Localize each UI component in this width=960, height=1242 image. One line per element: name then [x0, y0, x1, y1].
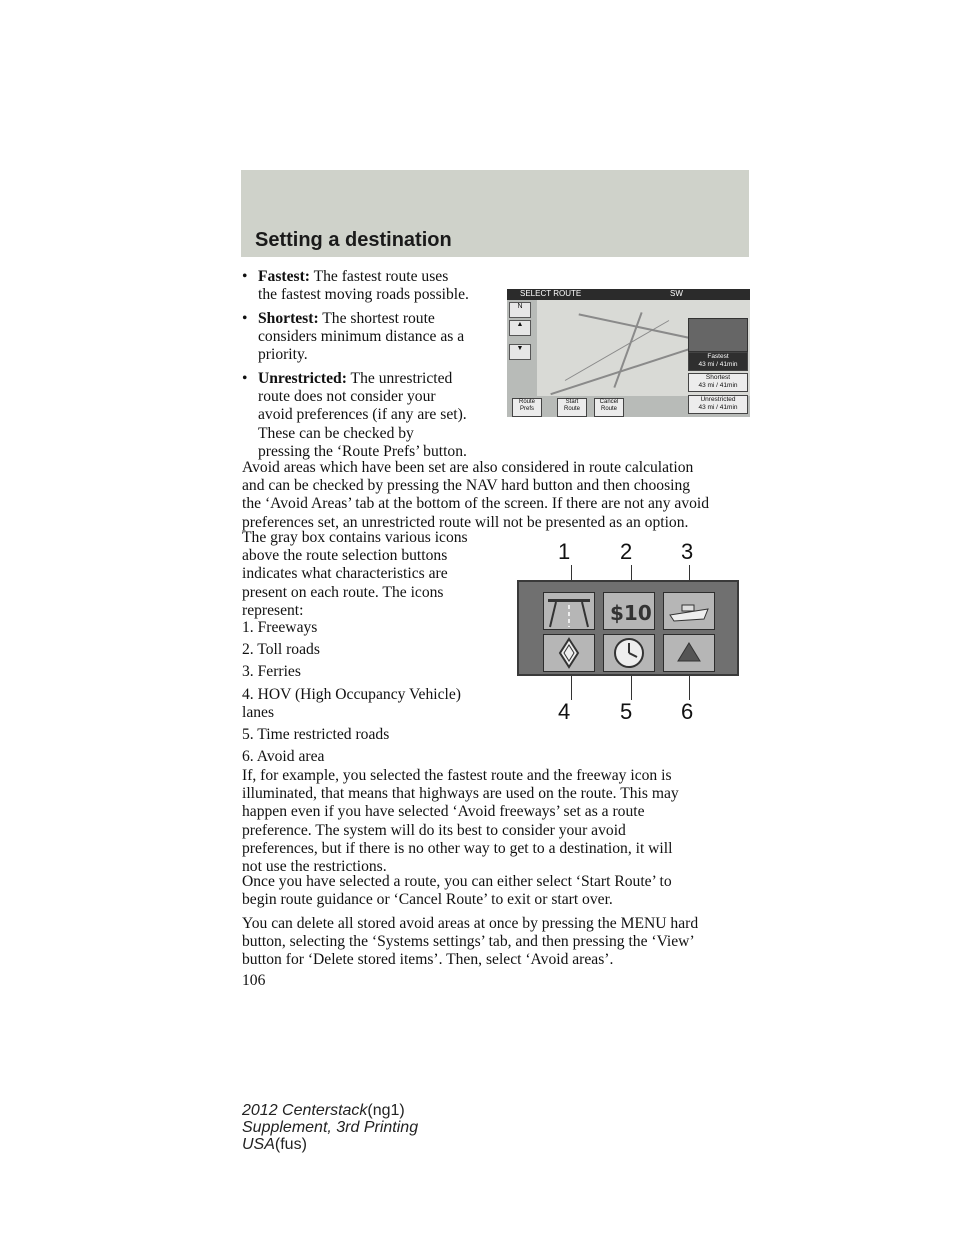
- time-restricted-icon: [603, 634, 655, 672]
- text-line: button, selecting the ‘Systems settings’ tab, and then pressing the ‘View’: [242, 933, 695, 951]
- list-item: 3. Ferries: [242, 663, 301, 681]
- list-item: 5. Time restricted roads: [242, 726, 390, 744]
- button-label: Prefs: [519, 406, 534, 412]
- select-route-screenshot: [507, 289, 750, 417]
- button-label: Cancel: [599, 399, 619, 405]
- callout-number: 6: [681, 699, 694, 724]
- hov-lane-icon: [543, 634, 595, 672]
- nav-heading: SW: [670, 289, 683, 298]
- section-title: Setting a destination: [255, 229, 452, 251]
- paragraph-gray-box: [242, 529, 504, 620]
- route-name: Fastest: [707, 353, 729, 360]
- text-line: You can delete all stored avoid areas at once by pressing the MENU hard: [242, 915, 699, 932]
- text-line: begin route guidance or ‘Cancel Route’ to exit or start over.: [242, 891, 613, 909]
- svg-text:$10: $10: [610, 601, 652, 625]
- text-line: represent:: [242, 601, 304, 619]
- route-name: Shortest: [705, 374, 731, 381]
- bullet-text: pressing the ‘Route Prefs’ button.: [258, 442, 467, 460]
- route-icons-figure: [517, 580, 739, 676]
- list-item: 1. Freeways: [242, 619, 318, 636]
- freeway-icon: [543, 592, 595, 630]
- text-line: Avoid areas which have been set are also considered in route calculation: [242, 459, 694, 476]
- paragraph-delete: [242, 915, 760, 970]
- bullet-text: priority.: [258, 346, 308, 364]
- callout-number: 4: [558, 699, 571, 724]
- list-item: 2. Toll roads: [242, 641, 320, 659]
- list-item: 6. Avoid area: [242, 748, 325, 766]
- ferry-icon: [663, 592, 715, 630]
- route-shortest-button[interactable]: [688, 373, 748, 392]
- bullet-fastest: • Fastest: The fastest route uses the fastest moving roads possible.: [242, 268, 504, 304]
- bullet-term: Unrestricted:: [258, 370, 347, 387]
- paragraph-example: [242, 767, 760, 876]
- text-line: and can be checked by pressing the NAV hard button and then choosing: [242, 477, 691, 495]
- route-icon-box: [688, 318, 748, 352]
- text-line: The gray box contains various icons: [242, 529, 468, 546]
- text-line: the ‘Avoid Areas’ tab at the bottom of the screen. If there are not any avoid: [242, 495, 710, 513]
- zoom-in-button[interactable]: ▲: [509, 320, 531, 336]
- nav-title-bar: [507, 289, 750, 300]
- callout-number: 3: [681, 539, 694, 564]
- callout-number: 5: [620, 699, 633, 724]
- zoom-controls: [509, 302, 535, 394]
- callout-number: 1: [558, 539, 571, 564]
- bullet-text: avoid preferences (if any are set).: [258, 406, 467, 424]
- bullet-term: Fastest:: [258, 268, 310, 285]
- button-label: Route: [563, 406, 580, 412]
- bullet-text: considers minimum distance as a: [258, 328, 465, 346]
- footer-code: (fus): [274, 1136, 307, 1153]
- avoid-area-icon: [663, 634, 715, 672]
- footer-text: Supplement, 3rd Printing: [242, 1119, 419, 1136]
- text-line: not use the restrictions.: [242, 858, 387, 876]
- bullet-text: The unrestricted: [350, 370, 453, 387]
- route-unrestricted-button[interactable]: [688, 395, 748, 414]
- icon-list: [242, 619, 504, 766]
- text-line: button for ‘Delete stored items’. Then, select ‘Avoid areas’.: [242, 951, 614, 969]
- bullet-unrestricted: • Unrestricted: The unrestricted route does not consider your avoid preferences (if any are set). These can be checked by pressing the ‘Route Prefs’ button.: [242, 370, 504, 461]
- bullet-term: Shortest:: [258, 310, 319, 327]
- text-line: preference. The system will do its best to consider your avoid: [242, 821, 626, 839]
- bullet-text: The fastest route uses: [313, 268, 449, 285]
- document-footer: [242, 1102, 418, 1153]
- button-label: Start: [565, 399, 579, 405]
- route-value: 43 mi / 41min: [698, 361, 738, 368]
- compass-button[interactable]: N: [509, 302, 531, 318]
- list-item: 4. HOV (High Occupancy Vehicle): [242, 685, 461, 703]
- route-prefs-button[interactable]: [512, 398, 542, 417]
- footer-code: (ng1): [367, 1102, 405, 1119]
- footer-text: 2012 Centerstack: [242, 1102, 368, 1119]
- text-line: If, for example, you selected the fastest route and the freeway icon is: [242, 767, 672, 784]
- text-line: happen even if you have selected ‘Avoid freeways’ set as a route: [242, 803, 645, 821]
- bullet-text: These can be checked by: [258, 424, 414, 442]
- text-line: preferences, but if there is no other way to get to a destination, it will: [242, 839, 673, 857]
- footer-text: USA: [242, 1136, 275, 1153]
- cancel-route-button[interactable]: [594, 398, 624, 417]
- text-line: indicates what characteristics are: [242, 565, 448, 583]
- nav-title: SELECT ROUTE: [520, 289, 582, 298]
- bullet-text: The shortest route: [322, 310, 435, 327]
- list-item: lanes: [242, 703, 275, 721]
- bullet-shortest: • Shortest: The shortest route considers minimum distance as a priority.: [242, 310, 504, 365]
- toll-road-icon: [603, 592, 655, 630]
- text-line: above the route selection buttons: [242, 547, 448, 565]
- route-value: 43 mi / 41min: [698, 404, 738, 411]
- paragraph-once: [242, 873, 760, 909]
- text-line: illuminated, that means that highways are used on the route. This may: [242, 785, 679, 803]
- button-label: Route: [518, 399, 535, 405]
- text-line: Once you have selected a route, you can either select ‘Start Route’ to: [242, 873, 672, 890]
- text-line: present on each route. The icons: [242, 583, 444, 601]
- route-value: 43 mi / 41min: [698, 382, 738, 389]
- route-name: Unrestricted: [700, 396, 736, 403]
- bullet-text: route does not consider your: [258, 388, 436, 406]
- start-route-button[interactable]: [557, 398, 587, 417]
- text-line: preferences set, an unrestricted route will not be presented as an option.: [242, 513, 689, 531]
- section-header: [241, 170, 749, 257]
- page-number: 106: [242, 972, 266, 989]
- route-fastest-button[interactable]: [688, 352, 748, 371]
- callout-number: 2: [620, 539, 633, 564]
- bullet-text: the fastest moving roads possible.: [258, 286, 469, 304]
- paragraph-avoid-areas: [242, 459, 760, 532]
- button-label: Route: [600, 406, 617, 412]
- zoom-out-button[interactable]: ▼: [509, 344, 531, 360]
